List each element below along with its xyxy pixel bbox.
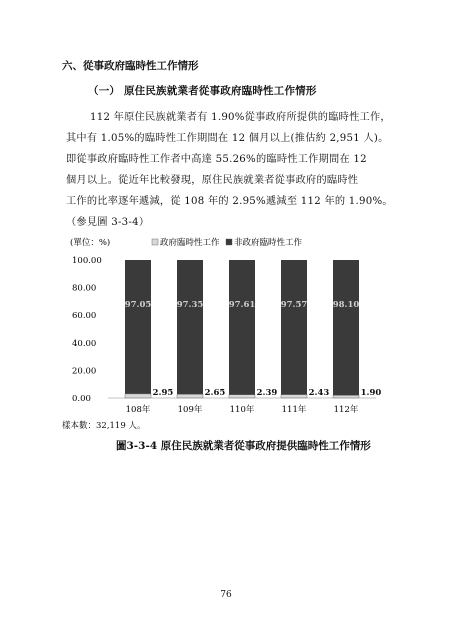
x-category-label: 111年: [281, 405, 307, 415]
paragraph-line: 工作的比率逐年遞減，從 108 年的 2.95%遞減至 112 年的 1.90%。: [66, 196, 393, 207]
data-label-government: 2.39: [256, 388, 278, 398]
y-tick-label: 40.00: [72, 338, 97, 349]
data-label-non-government: 97.57: [280, 300, 308, 311]
data-label-government: 1.90: [360, 388, 382, 398]
chart-legend: [152, 237, 303, 248]
bar-non-government-temporary: [333, 260, 359, 395]
bar-non-government-temporary: [281, 260, 307, 395]
bar-non-government-temporary: [229, 260, 255, 395]
legend-swatch: [226, 239, 232, 245]
paragraph-line: 即從事政府臨時性工作者中高達 55.26%的臨時性工作期間在 12: [66, 154, 367, 165]
bar-government-temporary: [229, 395, 255, 398]
bar-government-temporary: [177, 394, 203, 398]
legend-swatch: [152, 239, 158, 245]
y-tick-label: 80.00: [72, 283, 97, 294]
y-tick-label: 60.00: [72, 311, 97, 322]
paragraph-line: （參見圖 3-3-4）: [66, 217, 150, 228]
subsection-heading: （一） 原住民族就業者從事政府臨時性工作情形: [88, 85, 317, 97]
data-label-government: 2.65: [204, 388, 226, 398]
bar-government-temporary: [125, 394, 151, 398]
x-axis: [108, 398, 376, 415]
y-axis: [72, 256, 102, 404]
data-label-non-government: 98.10: [332, 300, 360, 311]
sample-size-note: 樣本數：32,119 人。: [62, 421, 146, 431]
data-label-government: 2.95: [152, 388, 174, 398]
y-tick-label: 0.00: [72, 394, 91, 404]
page-number: 76: [220, 590, 232, 600]
section-heading: 六、從事政府臨時性工作情形: [62, 60, 199, 72]
bar-government-temporary: [333, 395, 359, 398]
x-category-label: 108年: [125, 405, 151, 415]
figure-caption: 圖3-3-4 原住民族就業者從事政府提供臨時性工作情形: [116, 440, 371, 452]
x-category-label: 109年: [177, 405, 203, 415]
chart-bars: [125, 260, 382, 398]
bar-non-government-temporary: [177, 260, 203, 394]
data-label-government: 2.43: [308, 388, 330, 398]
y-tick-label: 100.00: [72, 256, 102, 266]
chart-unit-label: (單位：%): [70, 238, 111, 248]
paragraph-line: 其中有 1.05%的臨時性工作期間在 12 個月以上(推估約 2,951 人)。: [66, 133, 389, 144]
x-category-label: 112年: [333, 405, 359, 415]
bar-government-temporary: [281, 395, 307, 398]
paragraph-line: 個月以上。從近年比較發現，原住民族就業者從事政府的臨時性: [66, 175, 359, 186]
data-label-non-government: 97.05: [124, 300, 152, 311]
y-tick-label: 20.00: [72, 366, 97, 377]
bar-non-government-temporary: [125, 260, 151, 394]
paragraph-line: 112 年原住民族就業者有 1.90%從事政府所提供的臨時性工作，: [90, 112, 391, 123]
legend-label: 非政府臨時性工作: [234, 238, 303, 248]
x-category-label: 110年: [229, 405, 255, 415]
legend-label: 政府臨時性工作: [160, 238, 220, 248]
data-label-non-government: 97.35: [176, 300, 204, 311]
data-label-non-government: 97.61: [228, 300, 256, 311]
